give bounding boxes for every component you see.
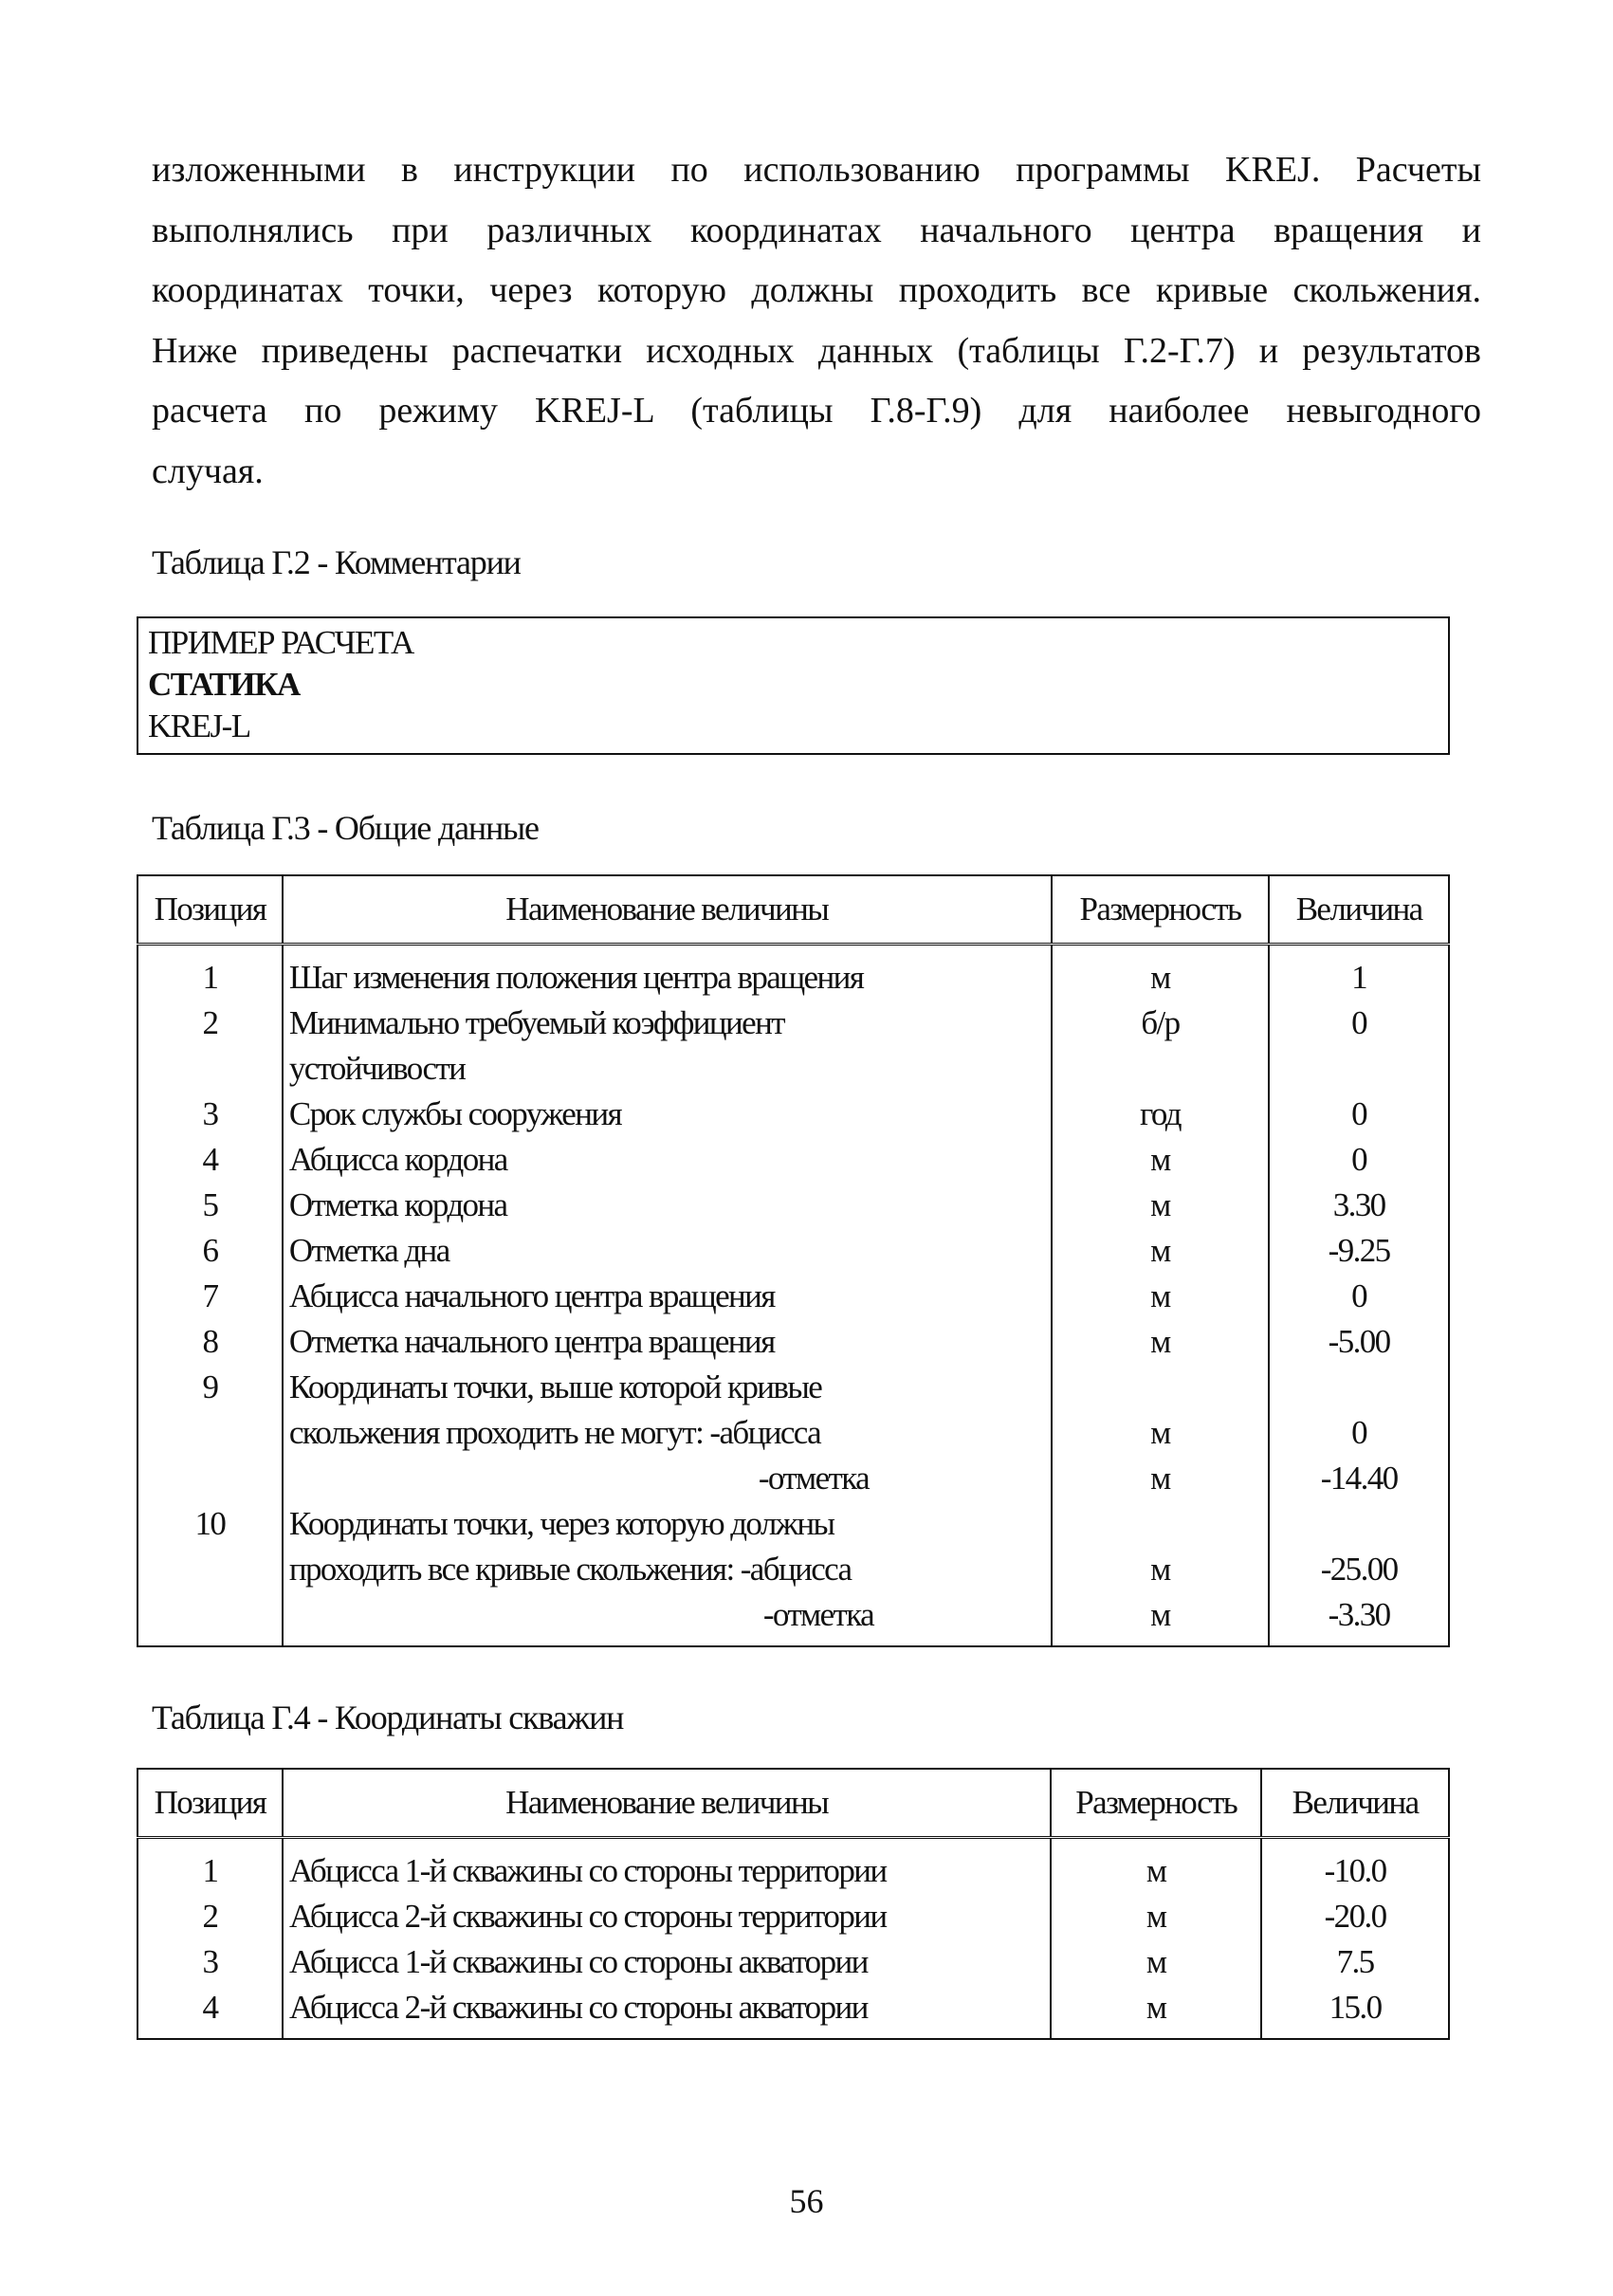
cell-text: 7 bbox=[202, 1277, 218, 1314]
header-position: Позиция bbox=[137, 1769, 283, 1838]
table-g3-body bbox=[137, 945, 1449, 1647]
cell-text: Абцисса начального центра вращения bbox=[288, 1277, 775, 1314]
cell-value bbox=[1269, 1501, 1449, 1646]
cell-position bbox=[137, 1274, 283, 1319]
cell-text: м bbox=[1150, 1141, 1170, 1178]
table-row bbox=[137, 1365, 1449, 1501]
cell-text bbox=[1275, 1501, 1442, 1547]
cell-value bbox=[1269, 1183, 1449, 1228]
cell-unit bbox=[1052, 1001, 1270, 1092]
paragraph-line: выполнялись при различных координатах начального центра вращения и bbox=[152, 210, 1481, 250]
cell-text: м bbox=[1146, 1989, 1166, 2026]
table-row bbox=[137, 1319, 1449, 1365]
cell-text: Абцисса 1-й скважины со стороны акватории bbox=[288, 1943, 868, 1980]
cell-name bbox=[283, 1274, 1052, 1319]
cell-text: 1 bbox=[202, 1852, 218, 1889]
cell-text: -10.0 bbox=[1324, 1852, 1386, 1889]
comment-line-bold: СТАТИКА bbox=[148, 666, 300, 703]
cell-text: 7.5 bbox=[1336, 1943, 1374, 1980]
cell-text: -отметка bbox=[762, 1596, 874, 1633]
cell-name bbox=[283, 1894, 1051, 1939]
header-unit: Размерность bbox=[1052, 875, 1270, 945]
cell-position bbox=[137, 1939, 283, 1985]
cell-position bbox=[137, 1894, 283, 1939]
cell-text: 8 bbox=[202, 1323, 218, 1360]
cell-text: Абцисса 2-й скважины со стороны территории bbox=[288, 1898, 887, 1935]
cell-value bbox=[1261, 1838, 1449, 1895]
cell-text: 9 bbox=[202, 1368, 218, 1405]
cell-position bbox=[137, 945, 283, 1001]
cell-unit bbox=[1052, 1183, 1270, 1228]
cell-text: -отметка bbox=[758, 1460, 870, 1497]
table-g4 bbox=[137, 1768, 1450, 2040]
cell-text bbox=[1058, 1365, 1263, 1410]
cell-position bbox=[137, 1001, 283, 1092]
cell-value bbox=[1269, 1228, 1449, 1274]
cell-unit bbox=[1052, 1274, 1270, 1319]
cell-text: год bbox=[1139, 1095, 1181, 1132]
cell-unit bbox=[1051, 1894, 1261, 1939]
cell-text: 15.0 bbox=[1329, 1989, 1382, 2026]
cell-value bbox=[1269, 1001, 1449, 1092]
cell-text: 6 bbox=[202, 1232, 218, 1269]
table-row bbox=[137, 1985, 1449, 2039]
cell-value bbox=[1261, 1985, 1449, 2039]
table-g3-caption: Таблица Г.3 - Общие данные bbox=[152, 809, 539, 847]
cell-name bbox=[283, 1365, 1052, 1501]
cell-text: 0 bbox=[1351, 1095, 1367, 1132]
cell-text: м bbox=[1150, 1232, 1170, 1269]
cell-text bbox=[1275, 1046, 1442, 1092]
cell-text: 2 bbox=[202, 1004, 218, 1041]
cell-text: Координаты точки, через которую должны bbox=[288, 1505, 834, 1542]
cell-unit bbox=[1052, 1501, 1270, 1646]
cell-text: б/р bbox=[1141, 1004, 1180, 1041]
cell-text: Координаты точки, выше которой кривые bbox=[288, 1368, 822, 1405]
cell-name bbox=[283, 1939, 1051, 1985]
table-row bbox=[137, 1183, 1449, 1228]
cell-name bbox=[283, 1228, 1052, 1274]
cell-name bbox=[283, 1001, 1052, 1092]
cell-text: м bbox=[1150, 1551, 1170, 1588]
cell-value bbox=[1269, 945, 1449, 1001]
cell-text: м bbox=[1150, 1323, 1170, 1360]
cell-text: Минимально требуемый коэффициент bbox=[288, 1004, 784, 1041]
cell-text: Отметка начального центра вращения bbox=[288, 1323, 775, 1360]
paragraph-line: Ниже приведены распечатки исходных данных (таблицы Г.2-Г.7) и результатов bbox=[152, 330, 1481, 371]
cell-text: Абцисса 2-й скважины со стороны акватории bbox=[288, 1989, 868, 2026]
cell-text: 0 bbox=[1351, 1141, 1367, 1178]
cell-position bbox=[137, 1365, 283, 1501]
cell-text: проходить все кривые скольжения: -абцисса bbox=[288, 1551, 852, 1588]
header-unit: Размерность bbox=[1051, 1769, 1261, 1838]
cell-text: 2 bbox=[202, 1898, 218, 1935]
cell-text: Абцисса 1-й скважины со стороны территории bbox=[288, 1852, 887, 1889]
cell-name bbox=[283, 1501, 1052, 1646]
header-name: Наименование величины bbox=[283, 875, 1052, 945]
table-row bbox=[137, 1894, 1449, 1939]
cell-text: 0 bbox=[1351, 1004, 1367, 1041]
table-row bbox=[137, 945, 1449, 1001]
cell-name bbox=[283, 1319, 1052, 1365]
cell-text: 0 bbox=[1351, 1277, 1367, 1314]
cell-value bbox=[1261, 1894, 1449, 1939]
cell-name bbox=[283, 1985, 1051, 2039]
cell-text: 4 bbox=[202, 1141, 218, 1178]
cell-text: м bbox=[1146, 1943, 1166, 1980]
comment-line: KREJ-L bbox=[148, 707, 250, 744]
table-g4-caption: Таблица Г.4 - Координаты скважин bbox=[152, 1699, 624, 1736]
table-row bbox=[137, 1001, 1449, 1092]
cell-unit bbox=[1052, 1319, 1270, 1365]
cell-text: м bbox=[1150, 1414, 1170, 1451]
cell-text: 1 bbox=[202, 959, 218, 996]
cell-text: Шаг изменения положения центра вращения bbox=[288, 959, 864, 996]
cell-text: м bbox=[1150, 959, 1170, 996]
cell-text: м bbox=[1150, 1596, 1170, 1633]
cell-text: м bbox=[1146, 1898, 1166, 1935]
cell-text: 10 bbox=[194, 1505, 226, 1542]
cell-text: -3.30 bbox=[1328, 1596, 1390, 1633]
cell-text: м bbox=[1150, 1186, 1170, 1223]
paragraph-line: случая. bbox=[152, 450, 264, 491]
comment-line: ПРИМЕР РАСЧЕТА bbox=[148, 624, 413, 661]
table-g2-caption: Таблица Г.2 - Комментарии bbox=[152, 543, 521, 581]
table-g3 bbox=[137, 874, 1450, 1647]
header-value: Величина bbox=[1261, 1769, 1449, 1838]
paragraph-line: расчета по режиму KREJ-L (таблицы Г.8-Г.9) для наиболее невыгодного bbox=[152, 391, 1481, 431]
cell-text: -5.00 bbox=[1328, 1323, 1390, 1360]
cell-text: Отметка кордона bbox=[288, 1186, 507, 1223]
cell-text: -25.00 bbox=[1320, 1551, 1398, 1588]
cell-text: 3 bbox=[202, 1943, 218, 1980]
cell-value bbox=[1261, 1939, 1449, 1985]
cell-value bbox=[1269, 1319, 1449, 1365]
header-position: Позиция bbox=[137, 875, 283, 945]
cell-text bbox=[1058, 1046, 1263, 1092]
cell-name bbox=[283, 1092, 1052, 1137]
paragraph-line: изложенными в инструкции по использованию программы KREJ. Расчеты bbox=[152, 150, 1481, 190]
cell-text: 3 bbox=[202, 1095, 218, 1132]
cell-value bbox=[1269, 1092, 1449, 1137]
cell-name bbox=[283, 1183, 1052, 1228]
cell-text: -20.0 bbox=[1324, 1898, 1386, 1935]
header-value: Величина bbox=[1269, 875, 1449, 945]
cell-text: м bbox=[1150, 1277, 1170, 1314]
cell-text: Абцисса кордона bbox=[288, 1141, 507, 1178]
cell-unit bbox=[1051, 1985, 1261, 2039]
cell-value bbox=[1269, 1137, 1449, 1183]
cell-value bbox=[1269, 1274, 1449, 1319]
cell-position bbox=[137, 1092, 283, 1137]
cell-text: скольжения проходить не могут: -абцисса bbox=[288, 1414, 821, 1451]
cell-unit bbox=[1051, 1838, 1261, 1895]
cell-position bbox=[137, 1183, 283, 1228]
cell-text: -9.25 bbox=[1328, 1232, 1390, 1269]
table-row bbox=[137, 1092, 1449, 1137]
cell-text: Срок службы сооружения bbox=[288, 1095, 622, 1132]
cell-text: 3.30 bbox=[1332, 1186, 1385, 1223]
cell-text bbox=[1058, 1501, 1263, 1547]
cell-name bbox=[283, 1838, 1051, 1895]
cell-value bbox=[1269, 1365, 1449, 1501]
cell-unit bbox=[1052, 1228, 1270, 1274]
table-row bbox=[137, 1137, 1449, 1183]
cell-position bbox=[137, 1985, 283, 2039]
cell-text: м bbox=[1146, 1852, 1166, 1889]
cell-text: м bbox=[1150, 1460, 1170, 1497]
cell-name bbox=[283, 945, 1052, 1001]
cell-name bbox=[283, 1137, 1052, 1183]
table-row bbox=[137, 1274, 1449, 1319]
header-name: Наименование величины bbox=[283, 1769, 1051, 1838]
cell-unit bbox=[1052, 1365, 1270, 1501]
cell-unit bbox=[1052, 1137, 1270, 1183]
body-paragraph bbox=[152, 140, 1481, 502]
cell-position bbox=[137, 1137, 283, 1183]
table-row bbox=[137, 1838, 1449, 1895]
cell-position bbox=[137, 1838, 283, 1895]
paragraph-line: координатах точки, через которую должны проходить все кривые скольжения. bbox=[152, 270, 1481, 310]
cell-text: 5 bbox=[202, 1186, 218, 1223]
cell-position bbox=[137, 1228, 283, 1274]
cell-text bbox=[1275, 1365, 1442, 1410]
table-row bbox=[137, 1228, 1449, 1274]
cell-text: -14.40 bbox=[1320, 1460, 1398, 1497]
page-number: 56 bbox=[789, 2182, 824, 2220]
cell-position bbox=[137, 1319, 283, 1365]
cell-unit bbox=[1051, 1939, 1261, 1985]
cell-text: устойчивости bbox=[288, 1050, 466, 1087]
cell-text: 4 bbox=[202, 1989, 218, 2026]
table-g2-comments bbox=[137, 616, 1450, 755]
cell-text: 0 bbox=[1351, 1414, 1367, 1451]
cell-unit bbox=[1052, 945, 1270, 1001]
cell-text: Отметка дна bbox=[288, 1232, 449, 1269]
table-row bbox=[137, 1501, 1449, 1646]
table-row bbox=[137, 1939, 1449, 1985]
cell-position bbox=[137, 1501, 283, 1646]
cell-text: 1 bbox=[1351, 959, 1367, 996]
cell-unit bbox=[1052, 1092, 1270, 1137]
table-g4-body bbox=[137, 1838, 1449, 2040]
